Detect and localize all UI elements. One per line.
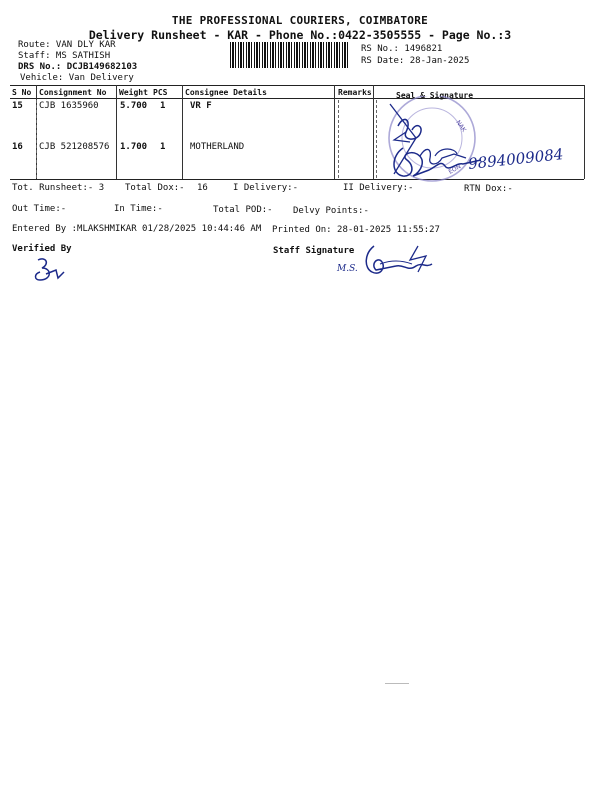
col-header-pcs: PCS [153,88,168,97]
verified-by-label: Verified By [12,244,72,254]
col-divider [373,85,374,179]
col-header-consignee: Consignee Details [185,88,267,97]
svg-text:EON: EON [447,163,463,176]
handwritten-phone: 9894009084 [467,145,565,173]
staff-label: Staff: MS SATHISH [18,51,111,61]
entered-by: Entered By :MLAKSHMIKAR 01/28/2025 10:44:46 AM [12,224,262,234]
col-header-sno: S No [12,88,32,97]
row-16-pcs: 1 [160,142,166,152]
staff-signature-label: Staff Signature [273,246,355,256]
col-divider [182,85,183,179]
vehicle-label: Vehicle: Van Delivery [20,73,134,83]
row-15-pcs: 1 [160,101,166,111]
col-header-weight: Weight [119,88,148,97]
scan-mark [385,683,409,684]
col-header-remarks: Remarks [338,88,372,97]
delvy-points: Delvy Points:- [293,206,369,216]
rtn-dox: RTN Dox:- [464,184,513,194]
col-header-seal: Seal & Signature [396,91,474,100]
rs-number: RS No.: 1496821 [361,44,443,54]
row-dash [36,100,37,178]
verifier-signature [30,254,70,286]
ii-delivery: II Delivery:- [343,183,414,193]
row-dash [338,100,339,178]
route-label: Route: VAN DLY KAR [18,40,116,50]
col-header-consignment: Consignment No [39,88,107,97]
col-divider [116,85,117,179]
col-divider [334,85,335,179]
in-time: In Time:- [114,204,163,214]
table-top-border [10,85,584,86]
total-dox-value: 16 [197,183,208,193]
row-16-consignment: CJB 521208576 [39,142,110,152]
svg-text:NAK: NAK [454,119,468,134]
total-pod: Total POD:- [213,205,273,215]
total-dox-label: Total Dox:- [125,183,185,193]
rs-date: RS Date: 28-Jan-2025 [361,56,470,66]
staff-signature [356,242,446,282]
row-16-sno: 16 [12,142,23,152]
row-15-consignee: VR F [190,101,212,111]
row-15-consignment: CJB 1635960 [39,101,99,111]
tot-runsheet: Tot. Runsheet:- 3 [12,183,105,193]
row-15-sno: 15 [12,101,23,111]
row-16-weight: 1.700 [120,142,148,152]
row-15-weight: 5.700 [120,101,148,111]
runsheet-title: Delivery Runsheet - KAR - Phone No.:0422-3505555 - Page No.:3 [88,28,512,42]
barcode [230,42,348,68]
company-name: THE PROFESSIONAL COURIERS, COIMBATORE [171,14,429,27]
staff-initials: M.S. [337,264,358,274]
out-time: Out Time:- [12,204,67,214]
printed-on: Printed On: 28-01-2025 11:55:27 [272,225,440,235]
row-16-consignee: MOTHERLAND [190,142,245,152]
drs-number: DRS No.: DCJB149682103 [18,62,138,72]
i-delivery: I Delivery:- [233,183,299,193]
